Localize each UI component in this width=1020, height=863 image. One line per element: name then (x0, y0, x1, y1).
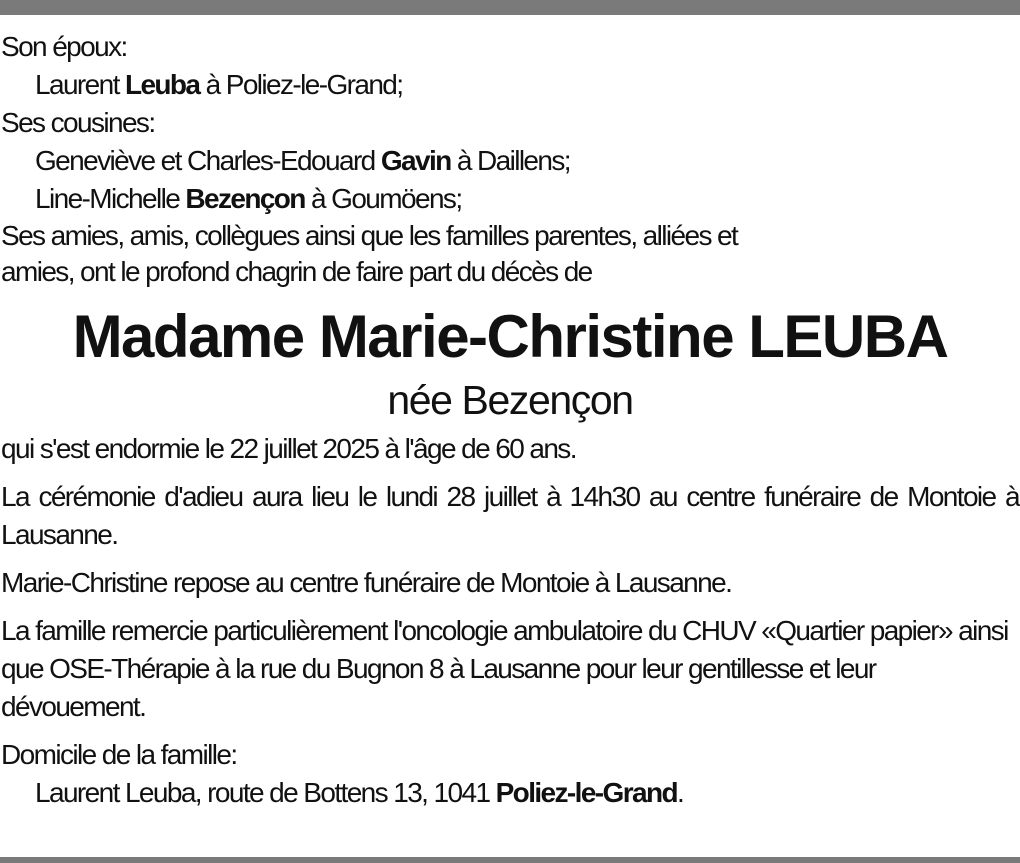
thanks-paragraph: La famille remercie particulièrement l'oncologie ambulatoire du CHUV «Quartier papier» ainsi que OSE-Thérapie à la rue du Bugnon 8 à Lausanne pour leur gentillesse et leur dévouement. (1, 615, 1008, 722)
spouse-place: à Poliez-le-Grand; (205, 69, 403, 100)
spouse-first-name: Laurent (35, 69, 119, 100)
maiden-name: née Bezençon (387, 377, 633, 423)
domicile-address-line (1, 774, 1019, 812)
bottom-rule (0, 857, 1020, 863)
friends-line-1: Ses amies, amis, collègues ainsi que les familles parentes, alliées et (1, 220, 738, 251)
ceremony-paragraph: La cérémonie d'adieu aura lieu le lundi 28 juillet à 14h30 au centre funéraire de Montoie à Lausanne. (1, 481, 1019, 550)
friends-line-2: amies, ont le profond chagrin de faire part du décès de (1, 256, 592, 287)
cousin-line-1 (1, 142, 1019, 180)
domicile-locality: Poliez-le-Grand (495, 777, 677, 808)
obituary-notice (1, 28, 1019, 812)
cousin2-surname: Bezençon (185, 183, 305, 214)
cousin1-place: à Daillens; (456, 145, 570, 176)
top-rule (0, 0, 1020, 15)
cousin2-place: à Goumöens; (311, 183, 462, 214)
deceased-name: Madame Marie-Christine LEUBA (72, 303, 948, 370)
cousin-line-2 (1, 180, 1019, 218)
cousin1-first-names: Geneviève et Charles-Edouard (35, 145, 375, 176)
repose-paragraph: Marie-Christine repose au centre funéraire de Montoie à Lausanne. (1, 567, 732, 598)
domicile-period: . (676, 777, 684, 808)
death-date-line: qui s'est endormie le 22 juillet 2025 à l'âge de 60 ans. (1, 433, 576, 464)
cousin1-surname: Gavin (380, 145, 451, 176)
domicile-address: Laurent Leuba, route de Bottens 13, 1041 (35, 777, 490, 808)
cousins-heading: Ses cousines: (1, 107, 155, 138)
cousin2-first-name: Line-Michelle (35, 183, 180, 214)
spouse-surname: Leuba (124, 69, 200, 100)
spouse-heading: Son époux: (1, 31, 127, 62)
domicile-heading: Domicile de la famille: (1, 739, 237, 770)
spouse-line (1, 66, 1019, 104)
